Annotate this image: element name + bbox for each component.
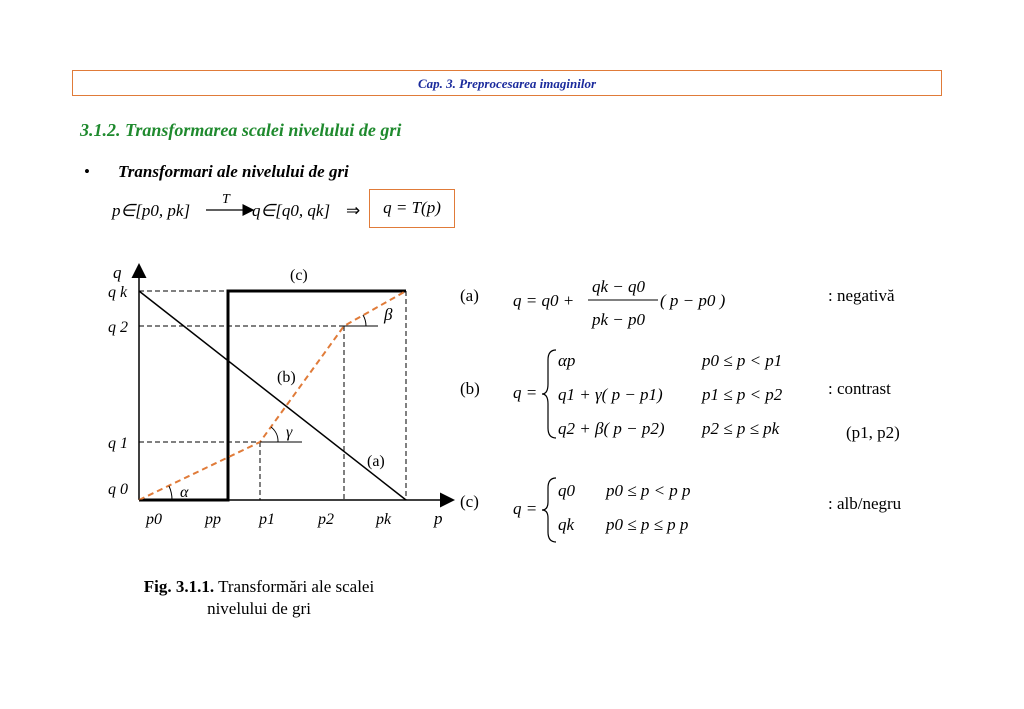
mapping-expression xyxy=(111,192,360,220)
angle-beta: β xyxy=(384,305,393,324)
header-title: Cap. 3. Preprocesarea imaginilor xyxy=(417,76,597,91)
y-axis-label: q xyxy=(113,263,122,282)
result-box xyxy=(369,189,455,228)
angle-beta-arc xyxy=(363,315,366,326)
formula-b-case1-cond: p0 ≤ p < p1 xyxy=(702,351,783,370)
mapping-result: q = T(p) xyxy=(383,198,441,217)
formula-a-rhs: ( p − p0 ) xyxy=(660,291,726,310)
formula-c-case2-cond: p0 ≤ p ≤ p p xyxy=(606,515,689,534)
section-title: 3.1.2. Transformarea scalei nivelului de gri xyxy=(80,120,402,140)
y-tick-qk: q k xyxy=(108,284,128,301)
mapping-codomain: q∈[q0, qk] xyxy=(252,201,331,220)
angle-alpha: α xyxy=(180,484,189,501)
x-tick-p0: p0 xyxy=(146,511,162,528)
formula-b-params: (p1, p2) xyxy=(846,423,900,442)
angle-alpha-arc xyxy=(169,486,172,500)
transfer-graph xyxy=(108,263,452,528)
formula-b-case1-expr: αp xyxy=(558,351,576,370)
brace-b xyxy=(542,350,556,438)
x-tick-p2: p2 xyxy=(318,511,334,528)
x-tick-p1: p1 xyxy=(259,511,275,528)
formula-a-desc: : negativă xyxy=(828,286,895,305)
angle-gamma-arc xyxy=(271,427,278,442)
formula-c-case1-expr: q0 xyxy=(558,481,575,500)
x-tick-pk: pk xyxy=(376,511,392,528)
formula-b-label: (b) xyxy=(460,379,480,398)
x-tick-pp: pp xyxy=(205,511,221,528)
formula-c-case2-expr: qk xyxy=(558,515,575,534)
mapping-domain: p∈[p0, pk] xyxy=(112,201,191,220)
caption-label: Fig. 3.1.1. xyxy=(143,577,215,596)
bullet-symbol: • xyxy=(84,162,90,181)
formula-a-num: qk − q0 xyxy=(592,277,646,296)
y-tick-q0: q 0 xyxy=(108,481,128,498)
mapping-arrow-label: T xyxy=(222,192,230,207)
curve-label-b: (b) xyxy=(277,369,296,386)
curve-label-a: (a) xyxy=(367,453,385,470)
formula-c-lhs: q = xyxy=(513,499,538,518)
formula-a-lhs: q = q0 + xyxy=(513,291,575,310)
formula-c-desc: : alb/negru xyxy=(828,494,902,513)
formula-b-case3-cond: p2 ≤ p ≤ pk xyxy=(702,419,780,438)
formula-b-desc: : contrast xyxy=(828,379,891,398)
formula-a-label: (a) xyxy=(460,286,479,305)
formula-b-lhs: q = xyxy=(513,383,538,402)
formula-c-case1-cond: p0 ≤ p < p p xyxy=(606,481,691,500)
caption-text: Transformări ale scalei nivelului de gri xyxy=(207,577,375,618)
formula-b-case2-cond: p1 ≤ p < p2 xyxy=(702,385,783,404)
brace-c xyxy=(542,478,556,542)
formula-b-case3-expr: q2 + β( p − p2) xyxy=(558,419,665,438)
figure-caption xyxy=(114,576,404,620)
curve-label-c: (c) xyxy=(290,267,308,284)
formulas xyxy=(460,277,902,542)
x-axis-label: p xyxy=(434,509,443,528)
implies-symbol: ⇒ xyxy=(346,201,361,220)
angle-gamma: γ xyxy=(286,424,293,441)
formula-c-label: (c) xyxy=(460,492,479,511)
y-tick-q2: q 2 xyxy=(108,319,128,336)
formula-b-case2-expr: q1 + γ( p − p1) xyxy=(558,385,663,404)
bullet-title: Transformari ale nivelului de gri xyxy=(118,162,349,181)
formula-a-den: pk − p0 xyxy=(592,310,646,329)
y-tick-q1: q 1 xyxy=(108,435,128,452)
